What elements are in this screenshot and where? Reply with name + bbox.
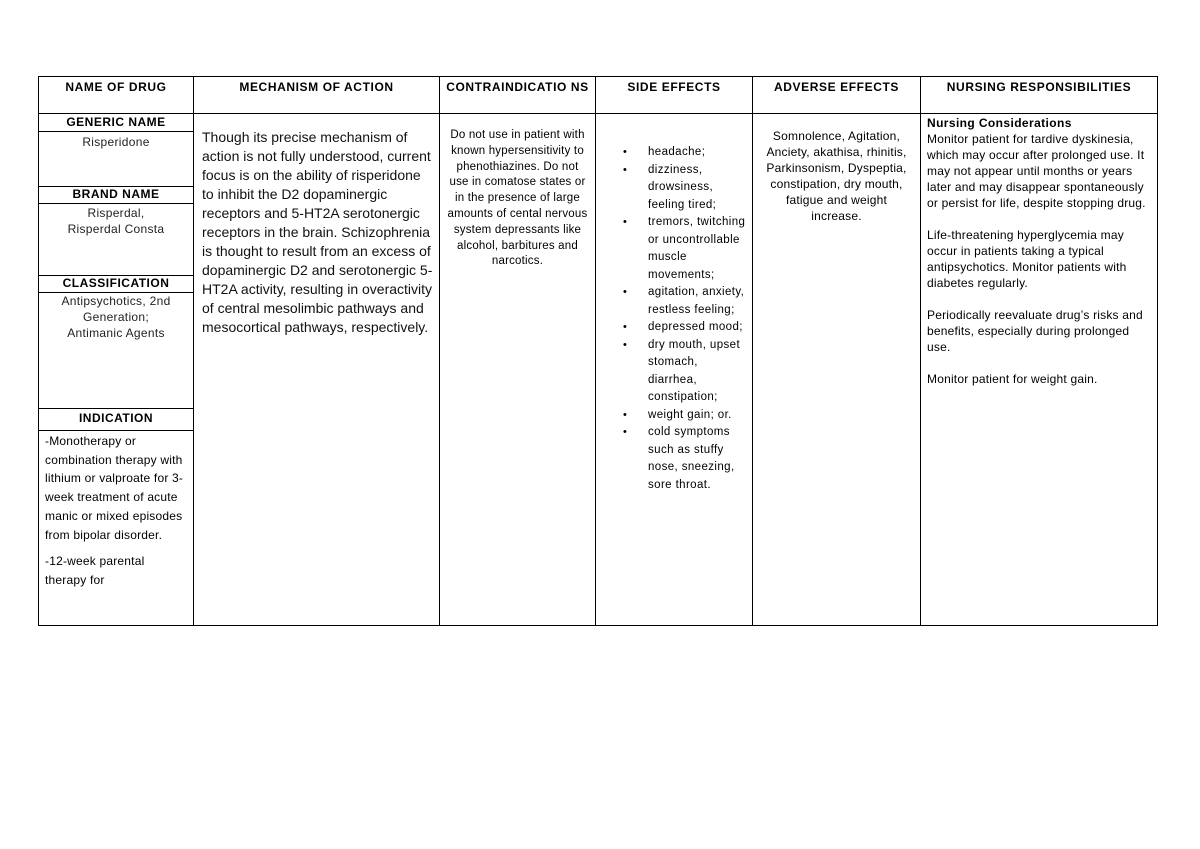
generic-name-value-box [39,132,193,187]
bullet-icon: • [623,426,628,438]
contraindications-text: Do not use in patient with known hypersensitivity to phenothiazines. Do not use in comatose states or in the presence of large amounts of cental nervous system depressants like alcohol, barbitures and narcotics. [447,129,588,268]
classification-label-box [39,276,193,293]
nursing-cell [921,114,1158,626]
side-effect-text: weight gain; or. [648,408,732,421]
side-effect-text: agitation, anxiety, restless feeling; [648,286,745,316]
brand-name-value-box [39,204,193,276]
nursing-content [921,114,1157,387]
list-item [623,144,748,162]
side-effect-text: dry mouth, upset stomach, diarrhea, constipation; [648,338,741,403]
bullet-icon: • [623,338,628,351]
nursing-heading: Nursing Considerations [927,116,1072,130]
list-item [623,284,748,319]
brand-name-label: BRAND NAME [72,187,160,201]
header-row [39,77,1158,114]
list-item [623,407,748,425]
generic-name-label-box [39,114,193,132]
side-effect-text: tremors, twitching or uncontrollable muscle movements; [648,216,746,281]
bullet-icon: • [623,163,628,176]
nursing-paragraph-1: Monitor patient for tardive dyskinesia, which may occur after prolonged use. It may not appear until months or years later and may disappear spontaneously or persist for life, despite stopping drug. [927,132,1146,210]
indication-text-1: -Monotherapy or combination therapy with lithium or valproate for 3-week treatment of acute manic or mixed episodes from bipolar disorder. [45,434,184,542]
bullet-icon: • [623,146,628,158]
indication-label: INDICATION [78,411,154,425]
brand-name-value-1: Risperdal, [87,206,145,220]
generic-name-value: Risperidone [82,135,150,149]
classification-value-1: Antipsychotics, 2nd [61,294,171,308]
drug-name-column [39,114,193,625]
brand-name-label-box [39,187,193,204]
mechanism-text: Though its precise mechanism of action is not fully understood, current focus is on the ability of risperidone to inhibit the D2 dopaminergic receptors and 5-HT2A serotonergic receptors in the brain. Schizophrenia is thought to result from an excess of dopaminergic D2 and serotonergic 5-HT2A activity, resulting in overactivity of central mesolimbic pathways and mesocortical pathways, respectively. [202,129,433,335]
side-effects-list [596,114,752,494]
adverse-effects-cell [753,114,921,626]
header-adverse-effects: ADVERSE EFFECTS [753,77,921,114]
side-effects-cell [596,114,753,626]
indication-label-box [39,409,193,431]
classification-value-box [39,293,193,409]
content-row [39,114,1158,626]
generic-name-label: GENERIC NAME [66,115,166,129]
header-nursing: NURSING RESPONSIBILITIES [921,77,1158,114]
classification-label: CLASSIFICATION [62,276,170,290]
side-effect-text: dizziness, drowsiness, feeling tired; [648,163,717,211]
nursing-paragraph-4: Monitor patient for weight gain. [927,372,1098,386]
drug-study-table [38,76,1158,626]
nursing-paragraph-3: Periodically reevaluate drug’s risks and benefits, especially during prolonged use. [927,308,1143,354]
mechanism-cell [194,114,440,626]
bullet-icon: • [623,408,628,421]
list-item [623,337,748,407]
header-contraindications: CONTRAINDICATIO NS [440,77,596,114]
adverse-effects-text: Somnolence, Agitation, Anciety, akathisa, rhinitis, Parkinsonism, Dyspeptia, constipation, dry mouth, fatigue and weight increase. [766,129,907,223]
bullet-icon: • [623,286,628,298]
list-item [623,424,748,494]
list-item [623,214,748,284]
nursing-paragraph-2: Life-threatening hyperglycemia may occur in patients taking a typical antipsychotics. Monitor patients with diabetes regularly. [927,228,1127,290]
side-effect-text: headache; [648,146,706,158]
classification-value-3: Antimanic Agents [67,326,165,340]
bullet-icon: • [623,321,628,333]
side-effect-text: cold symptoms such as stuffy nose, sneezing, sore throat. [648,426,735,491]
drug-name-cell [39,114,194,626]
contraindications-cell [440,114,596,626]
header-name-of-drug: NAME OF DRUG [39,77,194,114]
brand-name-value-2: Risperdal Consta [67,222,165,236]
header-side-effects: SIDE EFFECTS [596,77,753,114]
indication-text-2: -12-week parental therapy for [45,554,145,587]
bullet-icon: • [623,216,628,228]
header-mechanism: MECHANISM OF ACTION [194,77,440,114]
list-item [623,319,748,337]
indication-value-box [39,431,193,590]
classification-value-2: Generation; [82,310,149,324]
side-effect-text: depressed mood; [648,321,743,333]
list-item [623,162,748,215]
